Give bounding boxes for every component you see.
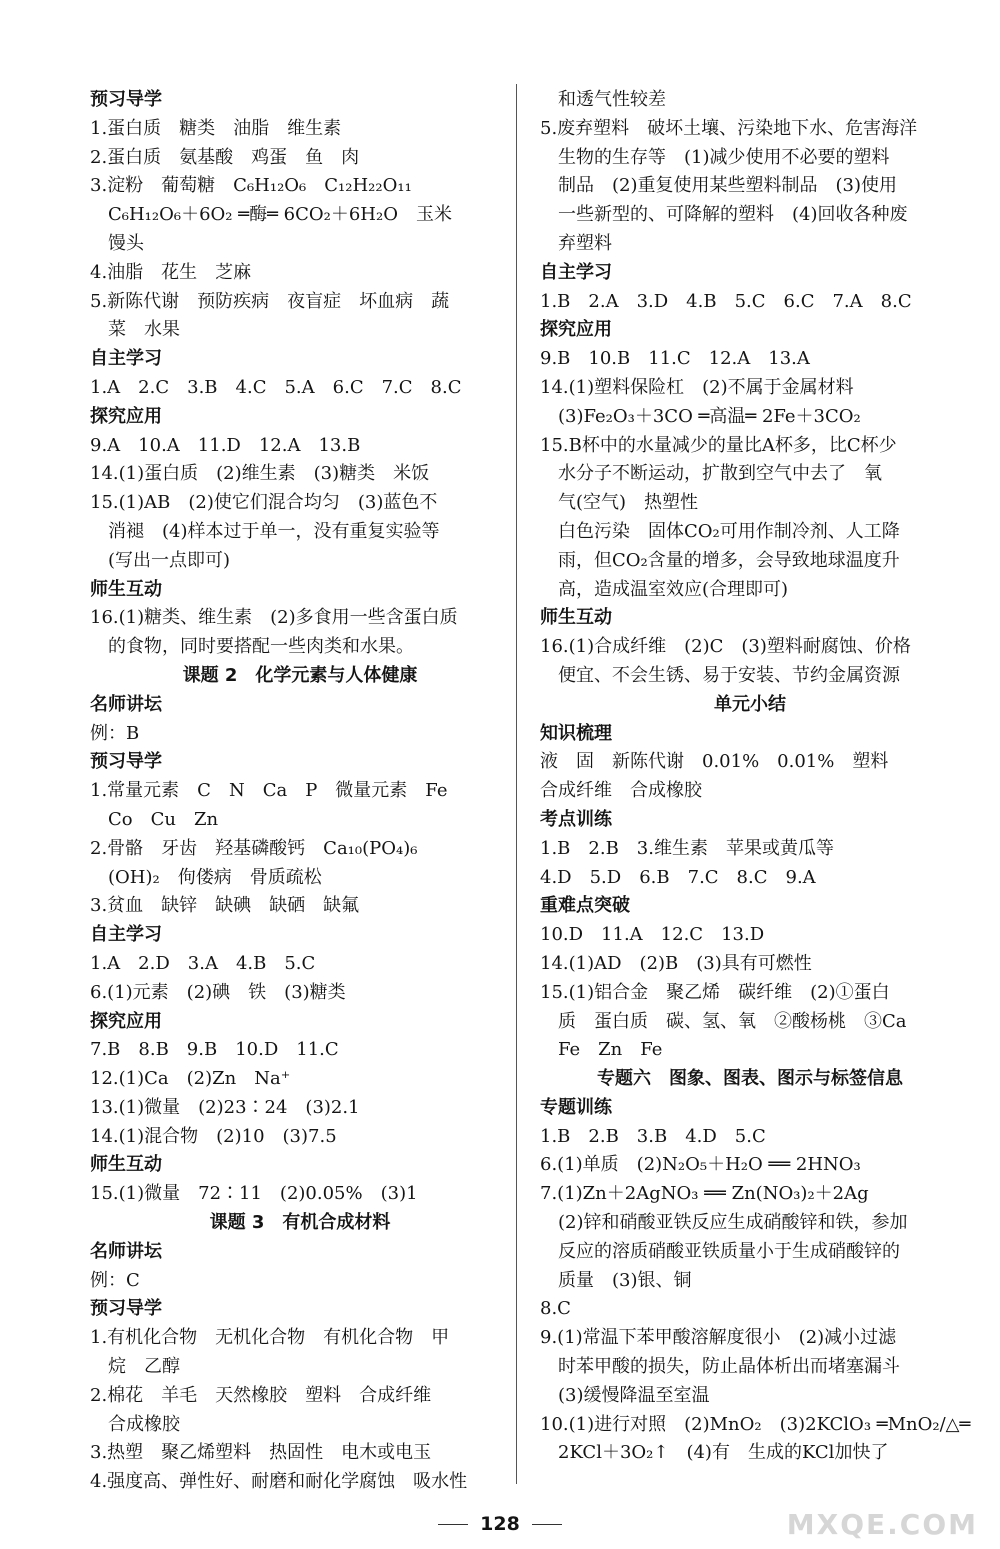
right-answer-line: 14.(1)塑料保险杠 (2)不属于金属材料 [540, 376, 854, 398]
right-heading: 重难点突破 [540, 895, 630, 917]
left-heading: 课题 2 化学元素与人体健康 [182, 664, 418, 686]
left-answer-line: 1.常量元素 C N Ca P 微量元素 Fe [90, 780, 448, 802]
left-heading: 名师讲坛 [90, 1240, 162, 1262]
right-answer-line: 雨，但CO₂含量的增多，会导致地球温度升 [558, 549, 900, 571]
page-number-dash-left [438, 1524, 468, 1525]
left-answer-line: 馒头 [108, 232, 144, 254]
right-answer-line: 2KCl＋3O₂↑ (4)有 生成的KCl加快了 [558, 1442, 889, 1464]
right-answer-line: 合成纤维 合成橡胶 [540, 780, 702, 802]
right-answer-line: 1.B 2.A 3.D 4.B 5.C 6.C 7.A 8.C [540, 290, 912, 312]
right-answer-line: 1.B 2.B 3.B 4.D 5.C [540, 1125, 766, 1147]
right-answer-line: 16.(1)合成纤维 (2)C (3)塑料耐腐蚀、价格 [540, 636, 911, 658]
right-answer-line: 质 蛋白质 碳、氢、氧 ②酸杨桃 ③Ca [558, 1010, 907, 1032]
left-heading: 名师讲坛 [90, 693, 162, 715]
left-answer-line: 例：B [90, 722, 140, 744]
right-answer-line: 9.(1)常温下苯甲酸溶解度很小 (2)减小过滤 [540, 1327, 897, 1349]
column-divider [516, 84, 517, 1484]
right-answer-line: 1.B 2.B 3.维生素 苹果或黄瓜等 [540, 837, 834, 859]
right-answer-line: 生物的生存等 (1)减少使用不必要的塑料 [558, 146, 890, 168]
left-heading: 预习导学 [90, 751, 162, 773]
right-heading: 自主学习 [540, 261, 612, 283]
right-answer-line: 水分子不断运动，扩散到空气中去了 氧 [558, 463, 882, 485]
left-answer-line: 16.(1)糖类、维生素 (2)多食用一些含蛋白质 [90, 607, 458, 629]
right-answer-line: (2)锌和硝酸亚铁反应生成硝酸锌和铁，参加 [558, 1212, 908, 1234]
right-column [540, 86, 971, 1468]
left-answer-line: 菜 水果 [108, 319, 180, 341]
right-answer-line: 白色污染 固体CO₂可用作制冷剂、人工降 [558, 520, 900, 542]
left-heading: 师生互动 [90, 578, 162, 600]
left-answer-line: 3.热塑 聚乙烯塑料 热固性 电木或电玉 [90, 1442, 432, 1464]
left-answer-line: 1.A 2.C 3.B 4.C 5.A 6.C 7.C 8.C [90, 376, 462, 398]
left-heading: 自主学习 [90, 924, 162, 946]
right-heading: 专题六 图象、图表、图示与标签信息 [597, 1068, 903, 1090]
right-heading: 探究应用 [540, 319, 612, 341]
left-answer-line: C₆H₁₂O₆＋6O₂ ═酶═ 6CO₂＋6H₂O 玉米 [108, 204, 452, 226]
left-answer-line: 14.(1)混合物 (2)10 (3)7.5 [90, 1125, 337, 1147]
right-heading: 专题训练 [540, 1096, 612, 1118]
left-answer-line: 1.有机化合物 无机化合物 有机化合物 甲 [90, 1327, 450, 1349]
left-answer-line: 的食物，同时要搭配一些肉类和水果。 [108, 636, 414, 658]
right-answer-line: 一些新型的、可降解的塑料 (4)回收各种废 [558, 204, 908, 226]
left-answer-line: 3.淀粉 葡萄糖 C₆H₁₂O₆ C₁₂H₂₂O₁₁ [90, 175, 412, 197]
right-answer-line: Fe Zn Fe [558, 1039, 663, 1061]
left-answer-line: 2.骨骼 牙齿 羟基磷酸钙 Ca₁₀(PO₄)₆ [90, 837, 418, 859]
left-heading: 预习导学 [90, 89, 162, 110]
left-answer-line: 例：C [90, 1269, 140, 1291]
right-answer-line: 弃塑料 [558, 232, 612, 254]
left-answer-line: 2.棉花 羊毛 天然橡胶 塑料 合成纤维 [90, 1384, 432, 1406]
left-answer-line: 4.油脂 花生 芝麻 [90, 261, 252, 283]
right-answer-line: 高，造成温室效应(合理即可) [558, 578, 789, 600]
right-heading: 考点训练 [540, 808, 612, 830]
left-answer-line: Co Cu Zn [108, 808, 219, 830]
right-answer-line: (3)缓慢降温至室温 [558, 1384, 710, 1406]
right-answer-line: 反应的溶质硝酸亚铁质量小于生成硝酸锌的 [558, 1240, 900, 1262]
right-answer-line: 液 固 新陈代谢 0.01% 0.01% 塑料 [540, 751, 889, 773]
right-answer-line: 15.(1)铝合金 聚乙烯 碳纤维 (2)①蛋白 [540, 981, 890, 1003]
right-answer-line: 7.(1)Zn＋2AgNO₃ ══ Zn(NO₃)₂＋2Ag [540, 1183, 869, 1205]
right-answer-line: 制品 (2)重复使用某些塑料制品 (3)使用 [558, 175, 897, 197]
right-answer-line: 10.D 11.A 12.C 13.D [540, 924, 765, 946]
left-heading: 探究应用 [90, 1010, 162, 1032]
right-answer-line: 5.废弃塑料 破坏土壤、污染地下水、危害海洋 [540, 117, 918, 139]
left-answer-line: 9.A 10.A 11.D 12.A 13.B [90, 434, 361, 456]
left-heading: 预习导学 [90, 1298, 162, 1320]
right-heading: 知识梳理 [540, 722, 612, 744]
left-answer-line: 1.A 2.D 3.A 4.B 5.C [90, 952, 316, 974]
left-answer-line: 15.(1)微量 72∶11 (2)0.05% (3)1 [90, 1183, 418, 1205]
watermark-logo: MXQE.COM [786, 1508, 978, 1541]
left-answer-line: 2.蛋白质 氨基酸 鸡蛋 鱼 肉 [90, 146, 360, 168]
left-answer-line: (OH)₂ 佝偻病 骨质疏松 [108, 866, 322, 888]
left-answer-line: 消褪 (4)样本过于单一，没有重复实验等 [108, 520, 440, 542]
left-answer-line: 7.B 8.B 9.B 10.D 11.C [90, 1039, 339, 1061]
page-number-text: 128 [480, 1513, 520, 1535]
right-answer-line: 6.(1)单质 (2)N₂O₅＋H₂O ══ 2HNO₃ [540, 1154, 861, 1176]
right-answer-line: 质量 (3)银、铜 [558, 1269, 692, 1291]
right-answer-line: (3)Fe₂O₃＋3CO ═高温═ 2Fe＋3CO₂ [558, 405, 861, 427]
right-heading: 单元小结 [714, 693, 786, 715]
left-answer-line: 6.(1)元素 (2)碘 铁 (3)糖类 [90, 981, 346, 1003]
left-answer-line: 14.(1)蛋白质 (2)维生素 (3)糖类 米饭 [90, 463, 430, 485]
right-answer-line: 便宜、不会生锈、易于安装、节约金属资源 [558, 664, 900, 686]
right-heading: 师生互动 [540, 607, 612, 629]
right-answer-line: 气(空气) 热塑性 [558, 492, 699, 514]
right-answer-line: 4.D 5.D 6.B 7.C 8.C 9.A [540, 866, 816, 888]
left-heading: 自主学习 [90, 348, 162, 370]
left-heading: 师生互动 [90, 1154, 162, 1176]
left-heading: 探究应用 [90, 405, 162, 427]
right-answer-line: 15.B杯中的水量减少的量比A杯多，比C杯少 [540, 434, 897, 456]
left-answer-line: 1.蛋白质 糖类 油脂 维生素 [90, 117, 342, 139]
right-answer-line: 时苯甲酸的损失，防止晶体析出而堵塞漏斗 [558, 1356, 900, 1378]
right-answer-line: 8.C [540, 1298, 571, 1320]
left-answer-line: 15.(1)AB (2)使它们混合均匀 (3)蓝色不 [90, 492, 438, 514]
left-answer-line: (写出一点即可) [108, 549, 231, 571]
page-number-dash-right [532, 1524, 562, 1525]
left-answer-line: 5.新陈代谢 预防疾病 夜盲症 坏血病 蔬 [90, 290, 450, 312]
right-answer-line: 14.(1)AD (2)B (3)具有可燃性 [540, 952, 812, 974]
left-column [90, 86, 510, 1497]
left-answer-line: 4.强度高、弹性好、耐磨和耐化学腐蚀 吸水性 [90, 1471, 468, 1493]
left-answer-line: 13.(1)微量 (2)23∶24 (3)2.1 [90, 1096, 360, 1118]
left-answer-line: 合成橡胶 [108, 1413, 180, 1435]
right-answer-line: 9.B 10.B 11.C 12.A 13.A [540, 348, 810, 370]
left-answer-line: 12.(1)Ca (2)Zn Na⁺ [90, 1068, 291, 1090]
left-heading: 课题 3 有机合成材料 [209, 1212, 391, 1234]
right-answer-line: 10.(1)进行对照 (2)MnO₂ (3)2KClO₃ ═MnO₂/△═ [540, 1413, 971, 1435]
left-answer-line: 3.贫血 缺锌 缺碘 缺硒 缺氟 [90, 895, 360, 917]
left-answer-line: 烷 乙醇 [108, 1356, 180, 1378]
right-answer-line: 和透气性较差 [558, 89, 666, 110]
